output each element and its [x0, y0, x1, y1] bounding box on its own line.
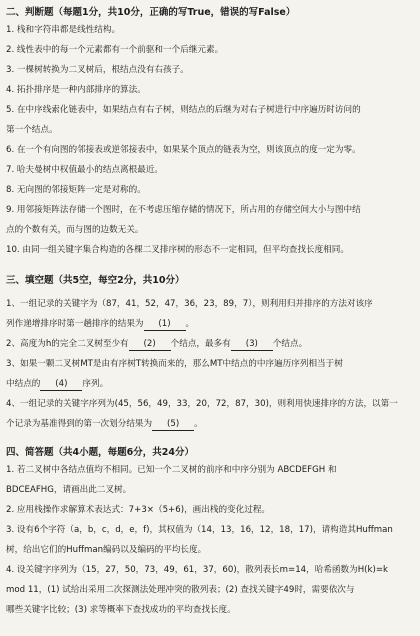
- judgment-item: 8. 无向图的邻接矩阵一定是对称的。: [6, 185, 146, 195]
- short-answer-item: 哪些关键字比较；(3) 求等概率下查找成功的平均查找长度。: [6, 605, 236, 615]
- fill-question-2: [6, 334, 412, 354]
- judgment-item: 5. 在中序线索化链表中，如果结点有右子树，则结点的后继为对右子树进行中序遍历时访问的: [6, 105, 361, 115]
- section-short-answer: [6, 446, 412, 620]
- fill-text: 序列。: [82, 379, 109, 389]
- answer-blank-5[interactable]: (5): [152, 419, 194, 431]
- fill-text: 2、高度为h的完全二叉树至少有: [6, 339, 129, 349]
- judgment-item: 2. 线性表中的每一个元素都有一个前驱和一个后继元素。: [6, 45, 224, 55]
- judgment-item: 3. 一棵树转换为二叉树后，根结点没有右孩子。: [6, 65, 189, 75]
- answer-blank-3[interactable]: (3): [231, 339, 273, 351]
- fill-question-1-line2: [6, 314, 412, 334]
- short-answer-item: BDCEAFHG，请画出此二叉树。: [6, 485, 132, 495]
- judgment-item: 9. 用邻接矩阵法存储一个图时，在不考虑压缩存储的情况下，所占用的存储空间大小与图中结: [6, 205, 361, 215]
- fill-text: 个结点，最多有: [170, 339, 231, 349]
- judgment-item: 10. 由同一组关键字集合构造的各棵二叉排序树的形态不一定相同，但平均查找长度相同。: [6, 245, 349, 255]
- fill-text: 。: [194, 419, 203, 429]
- fill-text: 。: [185, 319, 195, 329]
- judgment-item: 4. 拓扑排序是一种内部排序的算法。: [6, 85, 146, 95]
- section-title-judgment: 二、判断题（每题1分，共10分，正确的写True，错误的写False）: [6, 7, 296, 18]
- answer-blank-2[interactable]: (2): [129, 339, 171, 351]
- fill-text: 个结点。: [272, 339, 308, 349]
- section-title-short-answer: 四、简答题（共4小题，每题6分，共24分）: [6, 447, 194, 458]
- judgment-item: 1. 栈和字符串都是线性结构。: [6, 25, 121, 35]
- judgment-item: 第一个结点。: [6, 125, 58, 135]
- judgment-item: 点的个数有关，而与图的边数无关。: [6, 225, 144, 235]
- short-answer-item: 4. 设关键字序列为（15，27，50，73，49，61，37，60)，散列表长m=14，哈希函数为H(k)=k: [6, 565, 389, 575]
- answer-blank-4[interactable]: (4): [40, 379, 82, 391]
- judgment-item: 7. 哈夫曼树中权值最小的结点离根最近。: [6, 165, 164, 175]
- short-answer-item: 树，给出它们的Huffman编码以及编码的平均长度。: [6, 545, 207, 555]
- fill-question-4-line2: [6, 414, 412, 434]
- answer-blank-1[interactable]: (1): [144, 319, 186, 331]
- fill-text: 列作递增排序时第一趟排序的结果为: [6, 319, 144, 329]
- judgment-item: 6. 在一个有向图的邻接表或逆邻接表中，如果某个顶点的链表为空，则该顶点的度一定为零。: [6, 145, 361, 155]
- section-judgment: [6, 6, 412, 260]
- short-answer-item: 1. 若二叉树中各结点值均不相同。已知一个二叉树的前序和中序分别为 ABCDEFGH 和: [6, 465, 337, 475]
- short-answer-item: mod 11，(1) 试给出采用二次探测法处理冲突的散列表；(2) 查找关键字49时，需要依次与: [6, 585, 355, 595]
- section-title-fill-in: 三、填空题（共5空，每空2分，共10分）: [6, 275, 185, 286]
- fill-question-3-line2: [6, 374, 412, 394]
- fill-text: 个记录为基准得到的第一次划分结果为: [6, 419, 153, 429]
- fill-question-4-line1: 4、一组记录的关键字序列为(45，56，49，33，20，72，87，30)，则利用快速排序的方法，以第一: [6, 399, 398, 409]
- short-answer-item: 3. 设有6个字符（a，b，c，d，e，f)，其权值为（14，13，16，12，18，17)，请构造其Huffman: [6, 525, 393, 535]
- short-answer-item: 2. 应用栈操作求解算术表达式：7+3×（5+6)，画出栈的变化过程。: [6, 505, 271, 515]
- fill-question-1-line1: 1、一组记录的关键字为（87，41，52，47，36，23，89，7），则利用归并排序的方法对该序: [6, 299, 373, 309]
- fill-text: 中结点的: [6, 379, 41, 389]
- section-fill-in: [6, 274, 412, 434]
- fill-question-3-line1: 3、如果一颗二叉树MT是由有序树T转换而来的，那么MT中结点的中序遍历序列相当于树: [6, 359, 343, 369]
